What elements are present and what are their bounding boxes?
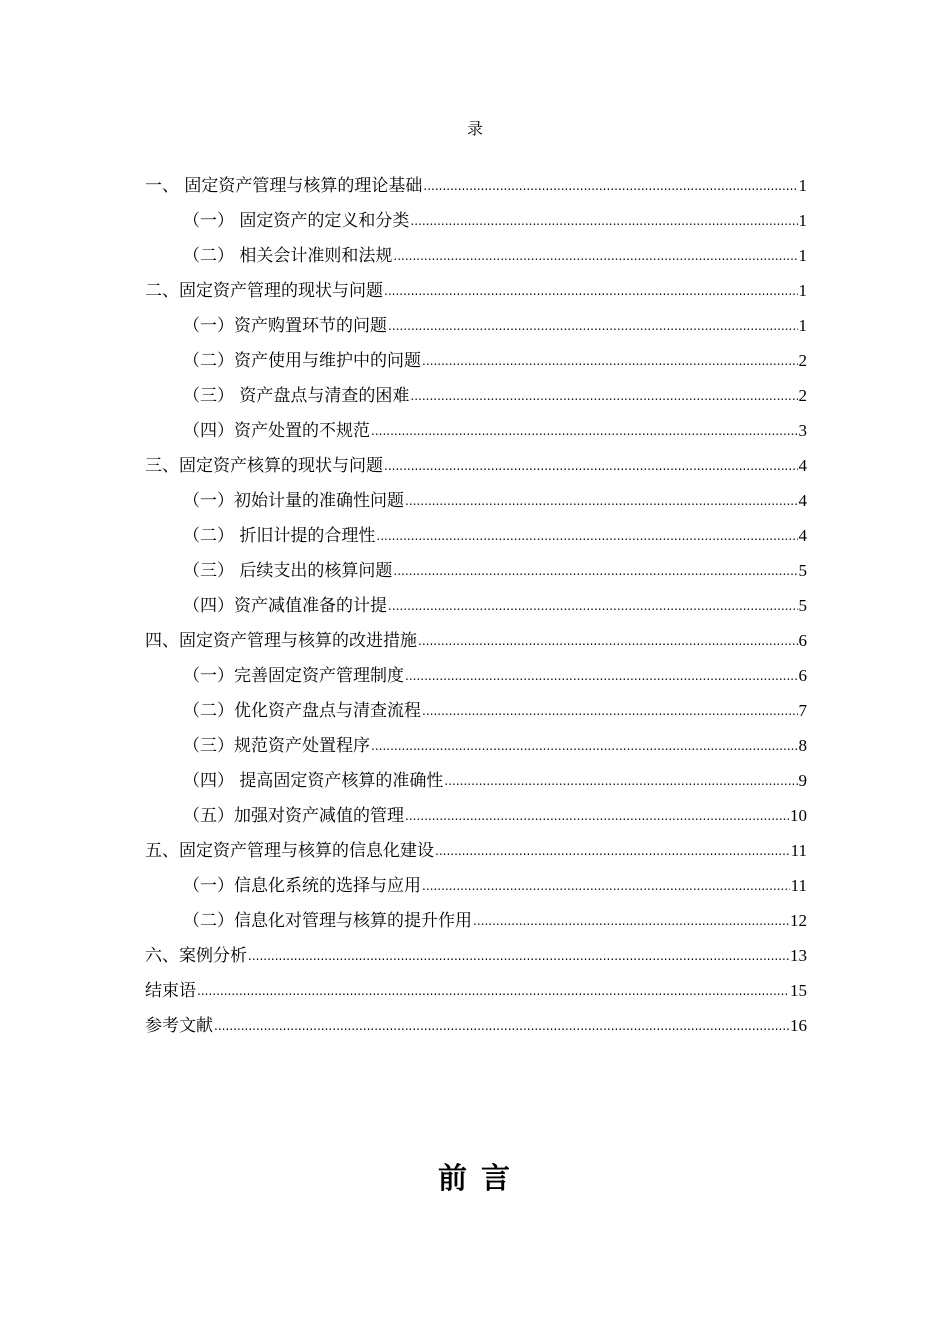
toc-entry-title: （五）加强对资产减值的管理 bbox=[183, 806, 404, 826]
toc-entry-title: 六、案例分析 bbox=[145, 946, 247, 966]
toc-entry-page: 8 bbox=[798, 736, 807, 755]
toc-entry-page: 12 bbox=[790, 911, 807, 930]
toc-entry[interactable] bbox=[145, 310, 807, 345]
toc-leader-dots bbox=[422, 871, 790, 902]
toc-leader-dots bbox=[214, 1011, 789, 1042]
toc-entry-page: 6 bbox=[798, 631, 807, 650]
toc-leader-dots bbox=[384, 451, 798, 482]
toc-entry-page: 13 bbox=[790, 946, 807, 965]
toc-leader-dots bbox=[418, 626, 798, 657]
toc-entry[interactable] bbox=[145, 520, 807, 555]
toc-entry-page: 1 bbox=[798, 281, 807, 300]
toc-entry-page: 5 bbox=[798, 596, 807, 615]
toc-entry[interactable] bbox=[145, 765, 807, 800]
toc-entry-title: （四）资产处置的不规范 bbox=[183, 421, 370, 441]
toc-entry-title: （一） 固定资产的定义和分类 bbox=[183, 211, 410, 231]
toc-entry-title: （二） 折旧计提的合理性 bbox=[183, 526, 376, 546]
toc-entry[interactable] bbox=[145, 660, 807, 695]
toc-entry-page: 6 bbox=[798, 666, 807, 685]
toc-leader-dots bbox=[405, 661, 798, 692]
toc-entry-title: （三） 后续支出的核算问题 bbox=[183, 561, 393, 581]
toc-entry-page: 4 bbox=[798, 456, 807, 475]
toc-entry-title: （一）资产购置环节的问题 bbox=[183, 316, 387, 336]
toc-leader-dots bbox=[388, 591, 798, 622]
toc-entry[interactable] bbox=[145, 625, 807, 660]
toc-entry[interactable] bbox=[145, 485, 807, 520]
toc-leader-dots bbox=[384, 276, 798, 307]
toc-entry-title: 结束语 bbox=[145, 981, 196, 1001]
toc-entry-title: （一）信息化系统的选择与应用 bbox=[183, 876, 421, 896]
toc-leader-dots bbox=[393, 556, 797, 587]
toc-entry-title: （三） 资产盘点与清查的困难 bbox=[183, 386, 410, 406]
toc-entry[interactable] bbox=[145, 1010, 807, 1045]
toc-leader-dots bbox=[388, 311, 798, 342]
toc-entry-page: 1 bbox=[798, 176, 807, 195]
toc-entry-page: 9 bbox=[798, 771, 807, 790]
toc-entry-page: 2 bbox=[798, 386, 807, 405]
toc-entry[interactable] bbox=[145, 555, 807, 590]
toc-entry-title: （一）初始计量的准确性问题 bbox=[183, 491, 404, 511]
toc-entry-title: 参考文献 bbox=[145, 1016, 213, 1036]
toc-entry[interactable] bbox=[145, 835, 807, 870]
toc-leader-dots bbox=[422, 346, 798, 377]
toc-leader-dots bbox=[248, 941, 789, 972]
toc-leader-dots bbox=[410, 381, 797, 412]
toc-entry[interactable] bbox=[145, 380, 807, 415]
toc-entry-page: 11 bbox=[790, 841, 807, 860]
toc-entry[interactable] bbox=[145, 205, 807, 240]
toc-entry[interactable] bbox=[145, 905, 807, 940]
toc-list bbox=[145, 170, 807, 1045]
toc-leader-dots bbox=[435, 836, 790, 867]
toc-entry-page: 3 bbox=[798, 421, 807, 440]
toc-entry[interactable] bbox=[145, 240, 807, 275]
toc-entry-title: 四、固定资产管理与核算的改进措施 bbox=[145, 631, 417, 651]
toc-entry-title: （二） 相关会计准则和法规 bbox=[183, 246, 393, 266]
toc-entry[interactable] bbox=[145, 275, 807, 310]
toc-entry-title: 一、 固定资产管理与核算的理论基础 bbox=[145, 176, 423, 196]
toc-entry[interactable] bbox=[145, 450, 807, 485]
toc-entry-title: （四）资产减值准备的计提 bbox=[183, 596, 387, 616]
toc-leader-dots bbox=[197, 976, 789, 1007]
toc-entry-title: （二）资产使用与维护中的问题 bbox=[183, 351, 421, 371]
toc-entry[interactable] bbox=[145, 940, 807, 975]
toc-leader-dots bbox=[371, 416, 798, 447]
toc-entry-page: 1 bbox=[798, 246, 807, 265]
toc-entry-title: （三）规范资产处置程序 bbox=[183, 736, 370, 756]
toc-leader-dots bbox=[376, 521, 797, 552]
toc-entry-title: （四） 提高固定资产核算的准确性 bbox=[183, 771, 444, 791]
toc-entry-title: 二、固定资产管理的现状与问题 bbox=[145, 281, 383, 301]
toc-entry-page: 16 bbox=[790, 1016, 807, 1035]
toc-entry-page: 1 bbox=[798, 211, 807, 230]
toc-leader-dots bbox=[410, 206, 797, 237]
toc-entry[interactable] bbox=[145, 975, 807, 1010]
toc-leader-dots bbox=[371, 731, 798, 762]
toc-heading: 录 bbox=[466, 119, 483, 138]
toc-leader-dots bbox=[405, 486, 798, 517]
toc-leader-dots bbox=[422, 696, 798, 727]
toc-entry-page: 10 bbox=[790, 806, 807, 825]
toc-entry-page: 4 bbox=[798, 526, 807, 545]
toc-entry[interactable] bbox=[145, 695, 807, 730]
toc-entry-page: 11 bbox=[790, 876, 807, 895]
preface-heading: 前 言 bbox=[437, 1161, 513, 1195]
toc-entry-page: 4 bbox=[798, 491, 807, 510]
toc-entry-page: 15 bbox=[790, 981, 807, 1000]
toc-leader-dots bbox=[473, 906, 789, 937]
toc-entry-page: 1 bbox=[798, 316, 807, 335]
toc-entry-title: 五、固定资产管理与核算的信息化建设 bbox=[145, 841, 434, 861]
toc-entry[interactable] bbox=[145, 170, 807, 205]
toc-entry[interactable] bbox=[145, 415, 807, 450]
toc-entry[interactable] bbox=[145, 870, 807, 905]
toc-entry[interactable] bbox=[145, 345, 807, 380]
toc-entry-page: 7 bbox=[798, 701, 807, 720]
toc-entry[interactable] bbox=[145, 590, 807, 625]
toc-entry-title: 三、固定资产核算的现状与问题 bbox=[145, 456, 383, 476]
toc-leader-dots bbox=[444, 766, 797, 797]
toc-leader-dots bbox=[423, 171, 797, 202]
toc-entry-title: （一）完善固定资产管理制度 bbox=[183, 666, 404, 686]
toc-entry-page: 5 bbox=[798, 561, 807, 580]
toc-leader-dots bbox=[393, 241, 797, 272]
toc-entry[interactable] bbox=[145, 800, 807, 835]
toc-leader-dots bbox=[405, 801, 789, 832]
toc-entry-title: （二）优化资产盘点与清查流程 bbox=[183, 701, 421, 721]
toc-entry-page: 2 bbox=[798, 351, 807, 370]
toc-entry-title: （二）信息化对管理与核算的提升作用 bbox=[183, 911, 472, 931]
toc-entry[interactable] bbox=[145, 730, 807, 765]
